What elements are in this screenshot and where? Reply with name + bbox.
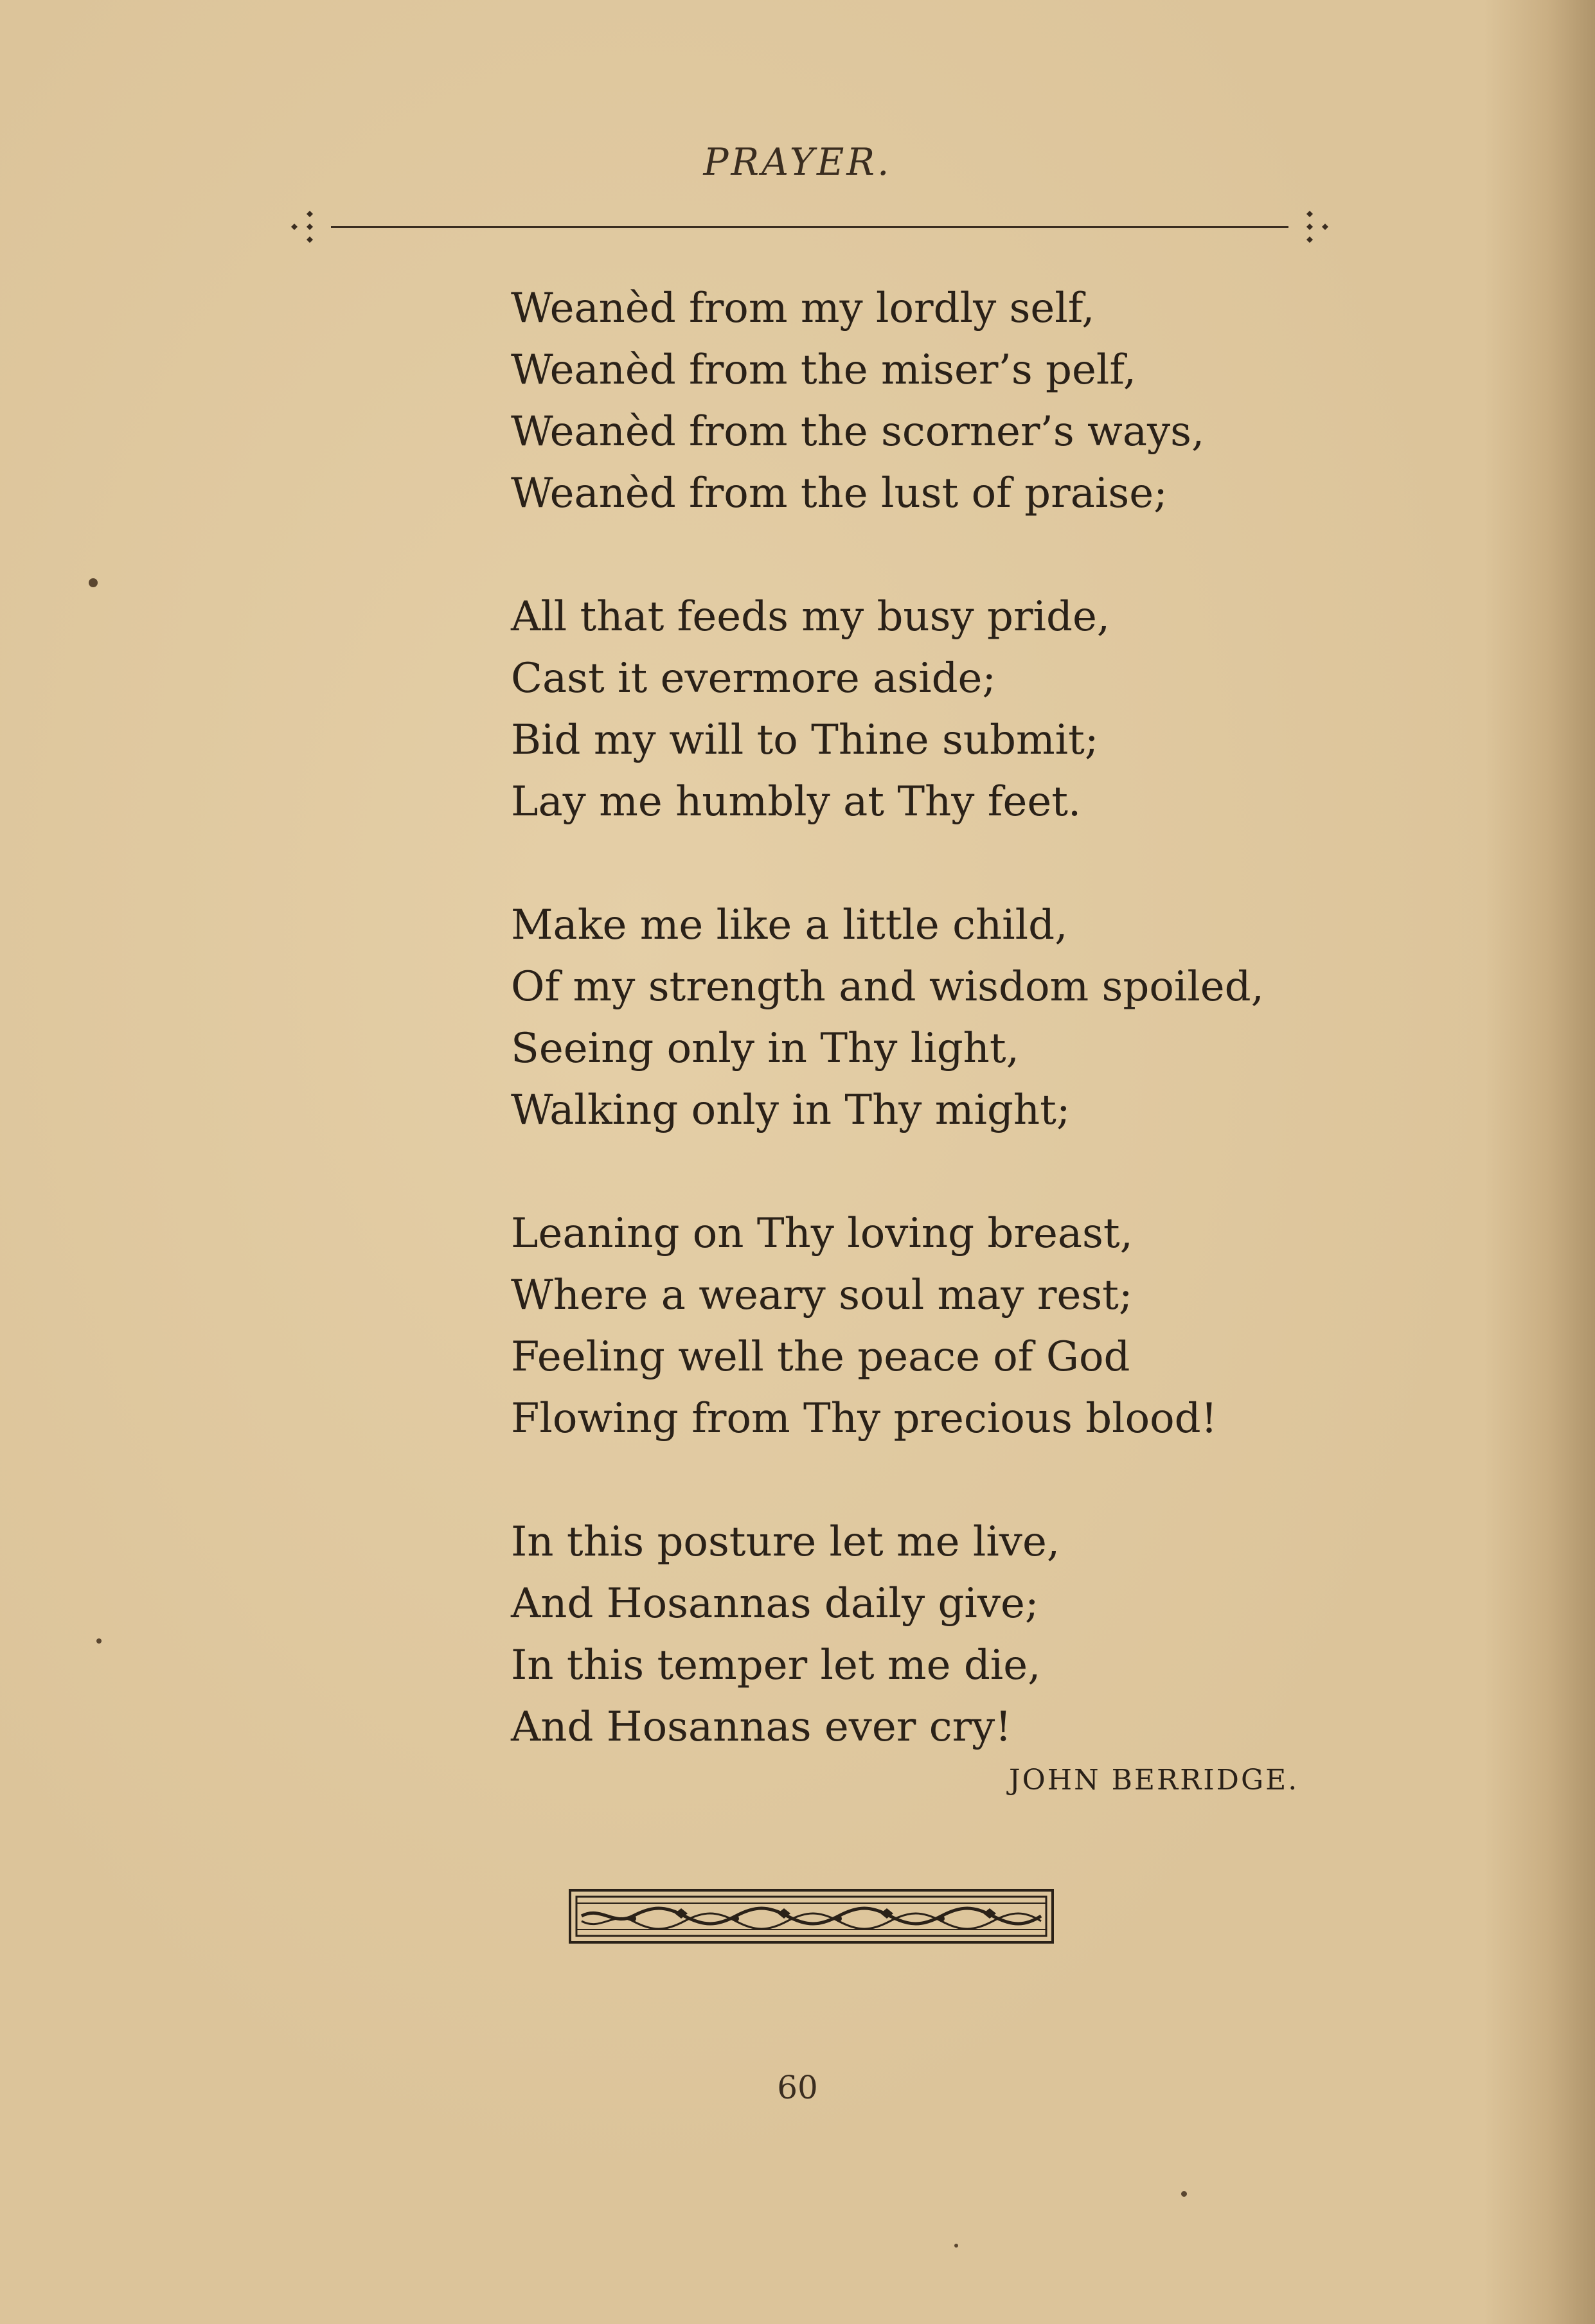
stanza-3 xyxy=(511,894,1346,1141)
poem-line: Of my strength and wisdom spoiled, xyxy=(511,963,1264,1011)
poem-line: Cast it evermore aside; xyxy=(511,655,996,702)
poem-line: Weanèd from the lust of praise; xyxy=(511,470,1168,517)
poem-line: Make me like a little child, xyxy=(511,901,1068,949)
poem-line: Weanèd from the miser’s pelf, xyxy=(511,346,1137,394)
page-number: 60 xyxy=(777,2069,818,2106)
poem-line: Flowing from Thy precious blood! xyxy=(511,1395,1218,1442)
poem-line: Lay me humbly at Thy feet. xyxy=(511,778,1082,826)
left-diamond-ornament-icon xyxy=(283,206,321,257)
poem-line: Weanèd from the scorner’s ways, xyxy=(511,408,1205,456)
poem-line: Where a weary soul may rest; xyxy=(511,1272,1133,1319)
paper-speck xyxy=(96,1638,102,1644)
header-rule xyxy=(331,226,1288,228)
poem-line: Bid my will to Thine submit; xyxy=(511,716,1099,764)
poem-line: Weanèd from my lordly self, xyxy=(511,285,1095,332)
poem-line: In this posture let me live, xyxy=(511,1518,1060,1566)
running-title: PRAYER. xyxy=(703,140,892,184)
paper-speck xyxy=(1181,2191,1187,2197)
poem-line: Leaning on Thy loving breast, xyxy=(511,1210,1133,1257)
stanza-1 xyxy=(511,278,1346,524)
poem-line: In this temper let me die, xyxy=(511,1642,1041,1689)
poem-line: All that feeds my busy pride, xyxy=(511,593,1110,641)
poem-line: Seeing only in Thy light, xyxy=(511,1025,1019,1072)
poem-body xyxy=(511,278,1346,1820)
stanza-4 xyxy=(511,1203,1346,1450)
author-attribution: JOHN BERRIDGE. xyxy=(1009,1764,1299,1796)
stanza-5 xyxy=(511,1511,1346,1758)
paper-speck xyxy=(89,578,98,587)
stanza-2 xyxy=(511,586,1346,833)
right-diamond-ornament-icon xyxy=(1298,206,1337,257)
poem-line: Feeling well the peace of God xyxy=(511,1333,1130,1381)
tailpiece-ornament-icon xyxy=(569,1889,1054,1944)
poem-line: Walking only in Thy might; xyxy=(511,1087,1071,1134)
paper-speck xyxy=(954,2244,958,2248)
poem-line: And Hosannas daily give; xyxy=(511,1580,1039,1628)
poem-line: And Hosannas ever cry! xyxy=(511,1703,1012,1751)
